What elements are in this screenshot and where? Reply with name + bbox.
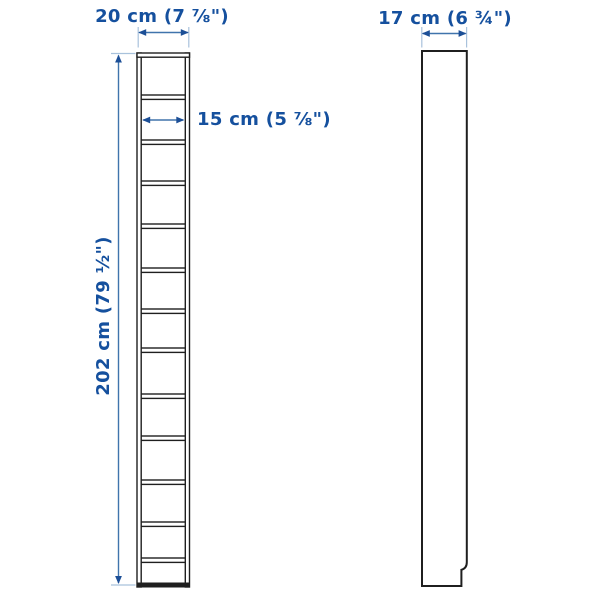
front-view-shelf-12 bbox=[141, 558, 185, 562]
front-width-dimension-label: 20 cm (7 ⅞") bbox=[95, 6, 229, 27]
front-width-arrow-arrowhead-left bbox=[138, 29, 146, 36]
front-view-shelf-1 bbox=[141, 95, 185, 99]
side-depth-dimension-label: 17 cm (6 ¾") bbox=[378, 8, 512, 29]
front-height-dimension-label: 202 cm (79 ½") bbox=[93, 236, 114, 396]
side-view-outline bbox=[422, 51, 467, 586]
front-view-right-panel bbox=[185, 53, 189, 587]
front-view-left-panel bbox=[137, 53, 141, 587]
front-width-arrow-arrowhead-right bbox=[181, 29, 189, 36]
front-view-bottom-panel bbox=[137, 583, 190, 587]
front-view-shelf-6 bbox=[141, 309, 185, 313]
front-view-shelf-7 bbox=[141, 348, 185, 352]
front-view-shelf-4 bbox=[141, 224, 185, 228]
front-height-arrow-arrowhead-top bbox=[115, 55, 122, 63]
front-inner-width-arrow-arrowhead-right bbox=[176, 117, 184, 124]
front-view-shelf-5 bbox=[141, 268, 185, 272]
front-view-shelf-8 bbox=[141, 394, 185, 398]
front-view-shelf-2 bbox=[141, 140, 185, 144]
front-inner-width-arrow-arrowhead-left bbox=[142, 117, 150, 124]
side-depth-arrow-arrowhead-right bbox=[459, 30, 467, 37]
front-height-arrow-arrowhead-bottom bbox=[115, 576, 122, 584]
front-view-shelf-11 bbox=[141, 522, 185, 526]
front-view-shelf-10 bbox=[141, 480, 185, 484]
front-view-shelf-9 bbox=[141, 436, 185, 440]
side-depth-arrow-arrowhead-left bbox=[422, 30, 430, 37]
front-view-shelf-3 bbox=[141, 181, 185, 185]
front-inner-width-dimension-label: 15 cm (5 ⅞") bbox=[197, 109, 331, 130]
front-view-top-panel bbox=[137, 53, 190, 57]
